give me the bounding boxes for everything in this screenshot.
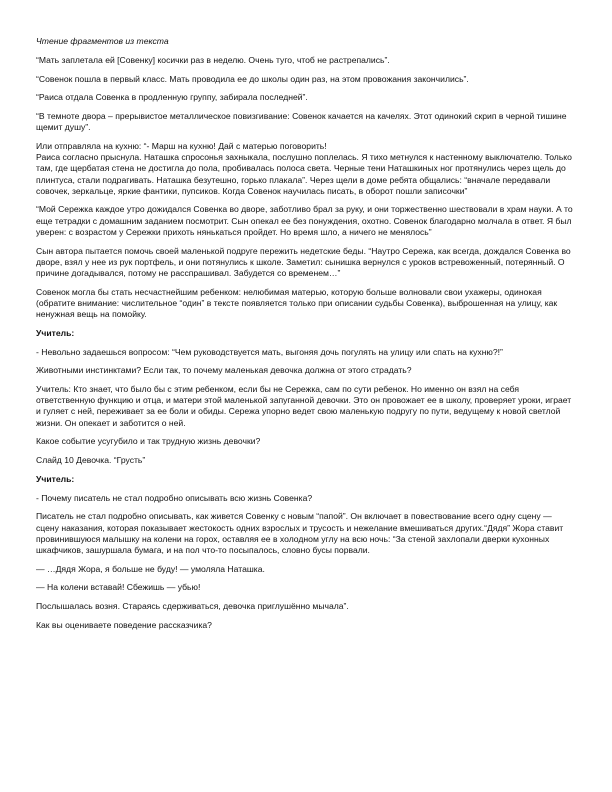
paragraph: Писатель не стал подробно описывать, как живется Совенку с новым “папой”. Он включает в повествование всего одну сцену — сцену наказания, которая показывает жестокость одних взрослых и трусость и нежелание вмешиваться других.“Дядя” Жора ставит провинившуюся малышку на колени на горох, оставляя ее в холодном углу на всю ночь: “За стеной захлопали дверки кухонных шкафчиков, зашуршала бумага, и на пол что-то посыпалось, словно бусы порвали. (36, 511, 564, 555)
paragraph: — …Дядя Жора, я больше не буду! — умоляла Наташка. (36, 563, 265, 574)
paragraph: - Почему писатель не стал подробно описывать всю жизнь Совенка? (36, 492, 313, 503)
paragraph: — На колени вставай! Сбежишь — убью! (36, 582, 201, 593)
paragraph: Раиса согласно прыснула. Наташка спросонья захныкала, послушно поплелась. Я тихо метнулся к настенному выключателю. Только там, где щербатая стена не достигла до пола, пробивалась полоса света. Черные тени Наташкиных ног протянулись через щель до плинтуса, стали подрагивать. Наташка безутешно, горько плакала”. Через щели в доме ребята общались: “вначале передавали совочек, зеркальце, яркие фантики, пупсиков. Когда Совенок научилась писать, в оборот пошли записочки” (36, 152, 572, 196)
paragraph: “Совенок пошла в первый класс. Мать проводила ее до школы один раз, на этом провожания закончились”. (36, 73, 469, 84)
paragraph: Как вы оцениваете поведение рассказчика? (36, 620, 212, 630)
paragraph: Какое событие усугубило и так трудную жизнь девочки? (36, 436, 261, 447)
paragraph: “Раиса отдала Совенка в продленную группу, забирала последней”. (36, 92, 308, 103)
paragraph: “В темноте двора – прерывистое металлическое повизгивание: Совенок качается на качелях. Этот одинокий скрип в черной тишине щемит душу”. (36, 111, 567, 133)
paragraph: Слайд 10 Девочка. “Грусть” (36, 455, 146, 466)
speaker-label: Учитель: (36, 327, 75, 338)
section-heading: Чтение фрагментов из текста (36, 36, 169, 46)
paragraph: Сын автора пытается помочь своей маленькой подруге пережить недетские беды. “Наутро Сережа, как всегда, дождался Совенка во дворе, взял у нее из рук портфель, и они потянулись к школе. Заметил: сынишка вернулся с уроков встревоженный, потерянный. О причине догадывался, потому не расспрашивал. Забудется со временем…” (36, 245, 571, 278)
paragraph: Послышалась возня. Стараясь сдерживаться, девочка приглушённо мычала”. (36, 601, 349, 612)
paragraph: - Невольно задаешься вопросом: “Чем руководствуется мать, выгоняя дочь погулять на улицу или спать на кухню?!” (36, 346, 503, 357)
speaker-label: Учитель: (36, 473, 75, 484)
document-body (36, 55, 576, 631)
paragraph: Учитель: Кто знает, что было бы с этим ребенком, если бы не Сережка, сам по сути ребенок. Но именно он взял на себя ответственную функцию и отца, и матери этой маленькой запуганной девочки. Это он провожает ее в школу, проверяет уроки, играет и гуляет с ней, переживает за ее боли и обиды. Сережа упорно ведет свою маленькую подругу по пути, ведущему к новой светлой жизни. Он опекает и заботится о ней. (36, 384, 572, 428)
paragraph: “Мой Сережка каждое утро дожидался Совенка во дворе, заботливо брал за руку, и они торжественно шествовали в храм науки. А то еще тетрадки с домашним заданием посмотрит. Сын опекал ее без понуждения, охотно. Совенок благодарно молчала в ответ. Я был уверен: с возрастом у Сережки прихоть нянькаться пройдет. Но время шло, а ничего не менялось” (36, 204, 573, 237)
paragraph: Совенок могла бы стать несчастнейшим ребенком: нелюбимая матерью, которую больше волновали свои ухажеры, одинокая (обратите внимание: числительное “один” в тексте появляется только при описании судьбы Совенка), выброшенная на улицу, как ненужная вещь на помойку. (36, 286, 558, 320)
paragraph: Или отправляла на кухню: “- Марш на кухню! Дай с матерью поговорить! (36, 141, 327, 151)
paragraph: Животными инстинктами? Если так, то почему маленькая девочка должна от этого страдать? (36, 365, 412, 376)
paragraph: “Мать заплетала ей [Совенку] косички раз в неделю. Очень туго, чтоб не растрепались”. (36, 54, 390, 65)
